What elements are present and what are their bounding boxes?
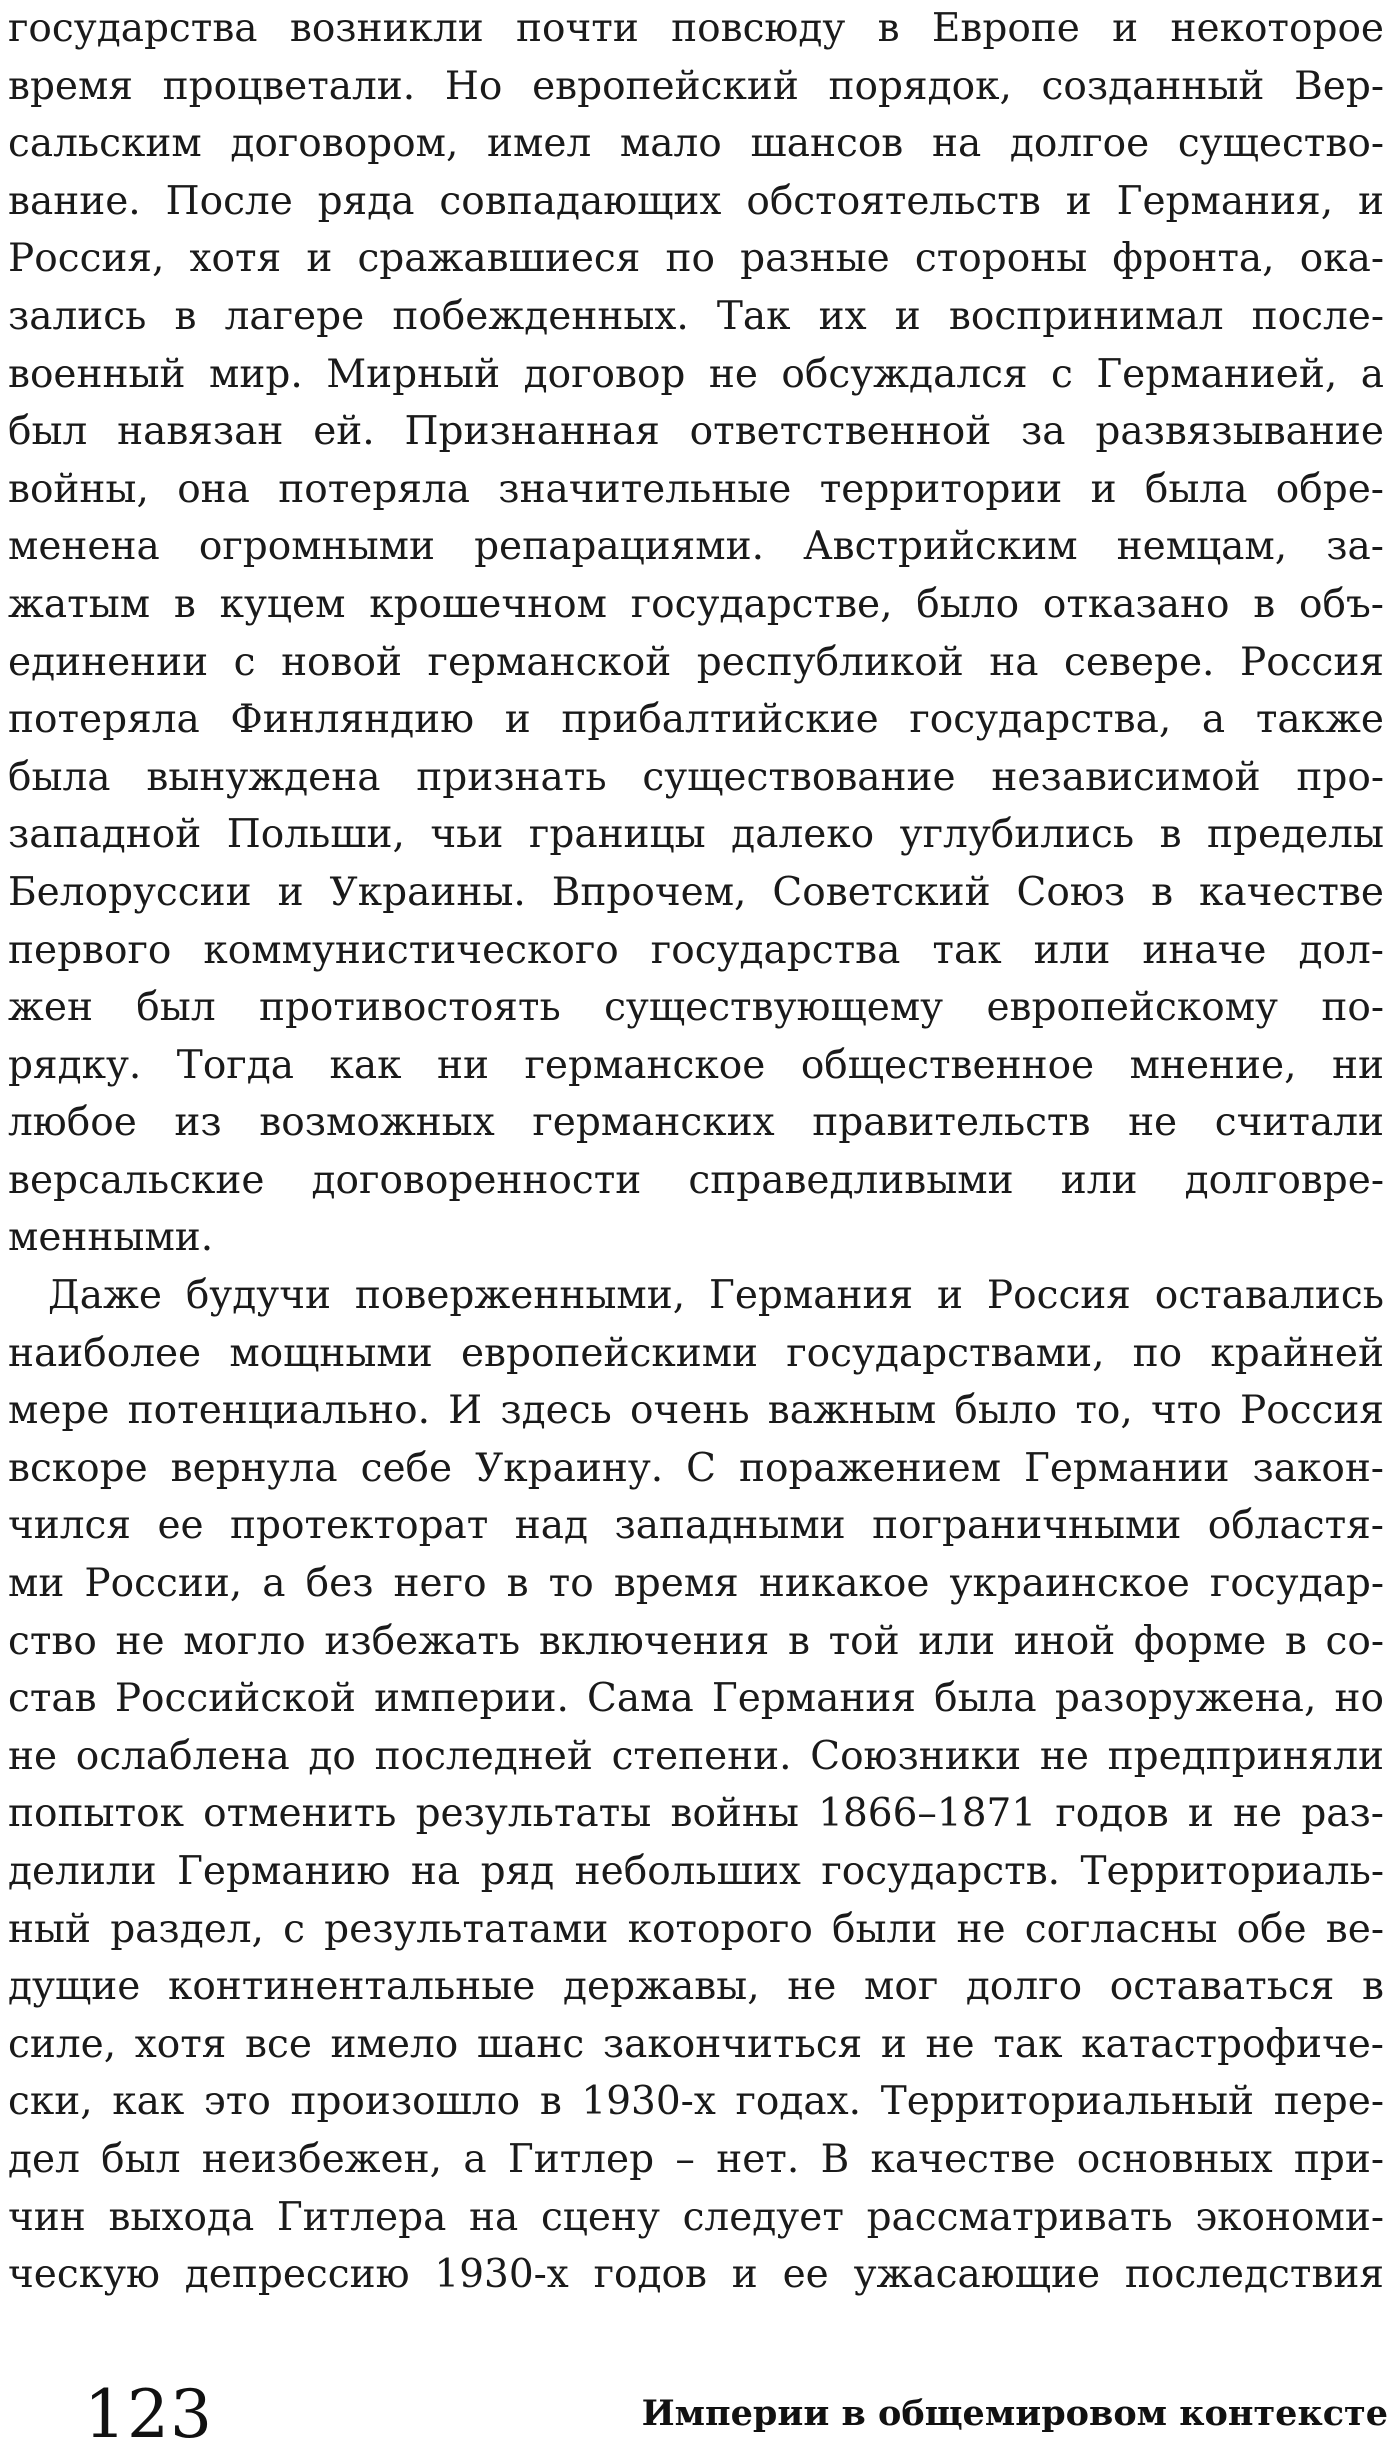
text-line: была вынуждена признать существование независимой про-: [8, 754, 1384, 800]
text-line: потеряла Финляндию и прибалтийские государства, а также: [8, 697, 1384, 743]
text-line: дущие континентальные державы, не мог долго оставаться в: [8, 1964, 1384, 2010]
text-line: мере потенциально. И здесь очень важным было то, что Россия: [8, 1388, 1384, 1434]
text-line: рядку. Тогда как ни германское общественное мнение, ни: [8, 1042, 1384, 1088]
text-line: чился ее протекторат над западными пограничными областя-: [8, 1503, 1384, 1549]
text-line: жен был противостоять существующему европейскому по-: [8, 985, 1384, 1031]
text-line: сальским договором, имел мало шансов на долгое существо-: [8, 121, 1384, 167]
text-line: ческую депрессию 1930-х годов и ее ужасающие последствия: [8, 2252, 1384, 2298]
text-line: ный раздел, с результатами которого были не согласны обе ве-: [8, 1906, 1384, 1952]
paragraph: [8, 0, 1384, 1267]
running-head: Империи в общемировом контексте: [641, 2393, 1388, 2434]
text-line: ство не могло избежать включения в той или иной форме в со-: [8, 1618, 1384, 1664]
text-line: вание. После ряда совпадающих обстоятельств и Германия, и: [8, 178, 1384, 224]
text-line: единении с новой германской республикой на севере. Россия: [8, 639, 1384, 685]
text-line: Россия, хотя и сражавшиеся по разные стороны фронта, ока-: [8, 236, 1384, 282]
text-line: менена огромными репарациями. Австрийским немцам, за-: [8, 524, 1384, 570]
text-line: жатым в куцем крошечном государстве, было отказано в объ-: [8, 581, 1384, 627]
text-line: ски, как это произошло в 1930-х годах. Территориальный пере-: [8, 2079, 1384, 2125]
page-number: 123: [84, 2376, 213, 2453]
text-line: версальские договоренности справедливыми или долговре-: [8, 1157, 1384, 1203]
text-line: дел был неизбежен, а Гитлер – нет. В качестве основных при-: [8, 2136, 1384, 2182]
text-line: Даже будучи поверженными, Германия и Россия оставались: [48, 1273, 1384, 1319]
text-line: время процветали. Но европейский порядок, созданный Вер-: [8, 63, 1384, 109]
page-footer: [0, 2375, 1398, 2455]
text-line: любое из возможных германских правительств не считали: [8, 1100, 1384, 1146]
text-line: не ослаблена до последней степени. Союзники не предприняли: [8, 1733, 1384, 1779]
text-line: Белоруссии и Украины. Впрочем, Советский Союз в качестве: [8, 869, 1384, 915]
text-line: попыток отменить результаты войны 1866–1871 годов и не раз-: [8, 1791, 1384, 1837]
text-line: менными.: [8, 1215, 214, 1261]
body-text: [8, 0, 1384, 2304]
text-line: став Российской империи. Сама Германия была разоружена, но: [8, 1676, 1384, 1722]
text-line: первого коммунистического государства так или иначе дол-: [8, 927, 1384, 973]
text-line: силе, хотя все имело шанс закончиться и не так катастрофиче-: [8, 2021, 1384, 2067]
paragraph: [8, 1267, 1384, 2304]
text-line: зались в лагере побежденных. Так их и воспринимал после-: [8, 293, 1384, 339]
text-line: ми России, а без него в то время никакое украинское государ-: [8, 1561, 1384, 1607]
text-line: вскоре вернула себе Украину. С поражением Германии закон-: [8, 1445, 1384, 1491]
text-line: государства возникли почти повсюду в Европе и некоторое: [8, 6, 1384, 51]
text-line: делили Германию на ряд небольших государств. Территориаль-: [8, 1849, 1384, 1894]
text-line: войны, она потеряла значительные территории и была обре-: [8, 466, 1384, 512]
text-line: западной Польши, чьи границы далеко углубились в пределы: [8, 812, 1384, 858]
text-line: чин выхода Гитлера на сцену следует рассматривать экономи-: [8, 2194, 1384, 2240]
text-line: военный мир. Мирный договор не обсуждался с Германией, а: [8, 351, 1384, 397]
text-line: наиболее мощными европейскими государствами, по крайней: [8, 1330, 1384, 1376]
text-line: был навязан ей. Признанная ответственной за развязывание: [8, 409, 1384, 455]
